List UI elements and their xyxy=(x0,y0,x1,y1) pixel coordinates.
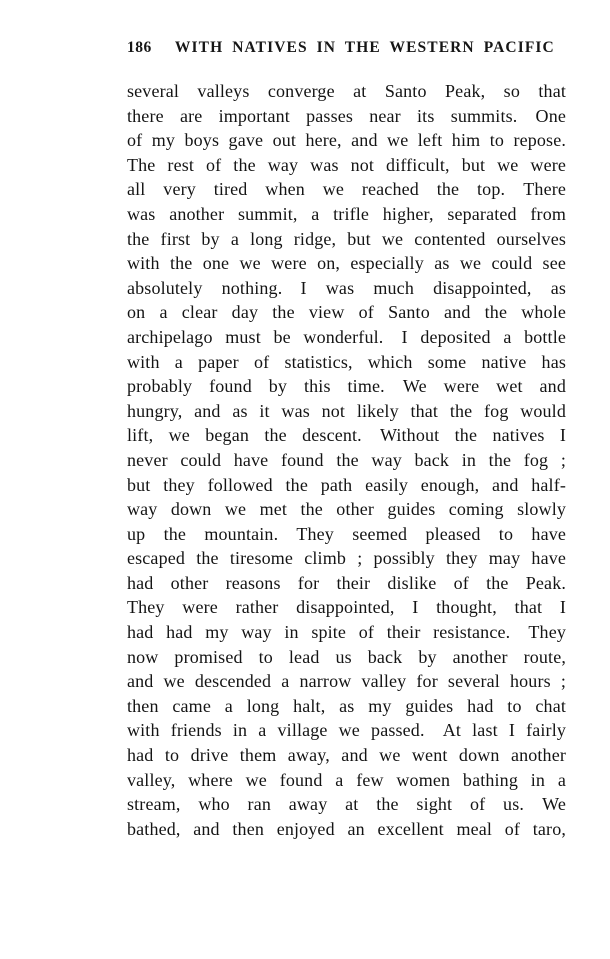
text-line: valley, where we found a few women bathing in a xyxy=(127,769,566,790)
body-text xyxy=(127,79,566,841)
text-line: lift, we began the descent. Without the natives I xyxy=(127,425,566,446)
text-line: up the mountain. They seemed pleased to have xyxy=(127,523,566,544)
text-line: absolutely nothing. I was much disappointed, as xyxy=(127,277,566,298)
text-line: had other reasons for their dislike of the Peak. xyxy=(127,572,566,593)
text-line: They were rather disappointed, I thought, that I xyxy=(127,597,566,618)
text-line: with the one we were on, especially as we could see xyxy=(127,253,566,274)
text-line: but they followed the path easily enough, and half- xyxy=(127,474,566,495)
text-line: way down we met the other guides coming slowly xyxy=(127,499,566,520)
text-line: and we descended a narrow valley for several hours ; xyxy=(127,671,566,692)
text-line: hungry, and as it was not likely that the fog would xyxy=(127,400,566,421)
text-line: several valleys converge at Santo Peak, so that xyxy=(127,81,566,101)
page-number: 186 xyxy=(127,39,152,56)
text-line: probably found by this time. We were wet and xyxy=(127,376,566,397)
text-line: escaped the tiresome climb ; possibly they may have xyxy=(127,548,566,569)
text-line: with a paper of statistics, which some native has xyxy=(127,351,566,372)
text-line: archipelago must be wonderful. I deposited a bottle xyxy=(127,326,566,347)
text-line: had had my way in spite of their resistance. They xyxy=(127,622,566,643)
text-line: of my boys gave out here, and we left him to repose. xyxy=(127,130,566,151)
text-line: there are important passes near its summits. One xyxy=(127,105,566,126)
text-line: bathed, and then enjoyed an excellent meal of taro, xyxy=(127,818,566,839)
text-line: never could have found the way back in the fog ; xyxy=(127,449,566,470)
text-line: the first by a long ridge, but we contented ourselves xyxy=(127,228,566,249)
text-line: stream, who ran away at the sight of us. We xyxy=(127,794,566,815)
text-line: was another summit, a trifle higher, separated from xyxy=(127,203,566,224)
text-line: with friends in a village we passed. At last I fairly xyxy=(127,720,566,741)
text-line: The rest of the way was not difficult, but we were xyxy=(127,154,566,175)
text-line: now promised to lead us back by another route, xyxy=(127,646,566,667)
text-line: then came a long halt, as my guides had to chat xyxy=(127,695,566,716)
text-line: on a clear day the view of Santo and the whole xyxy=(127,302,566,323)
text-line: had to drive them away, and we went down another xyxy=(127,745,566,766)
text-line: all very tired when we reached the top. There xyxy=(127,179,566,200)
running-header xyxy=(127,39,566,57)
running-title: WITH NATIVES IN THE WESTERN PACIFIC xyxy=(174,39,555,56)
